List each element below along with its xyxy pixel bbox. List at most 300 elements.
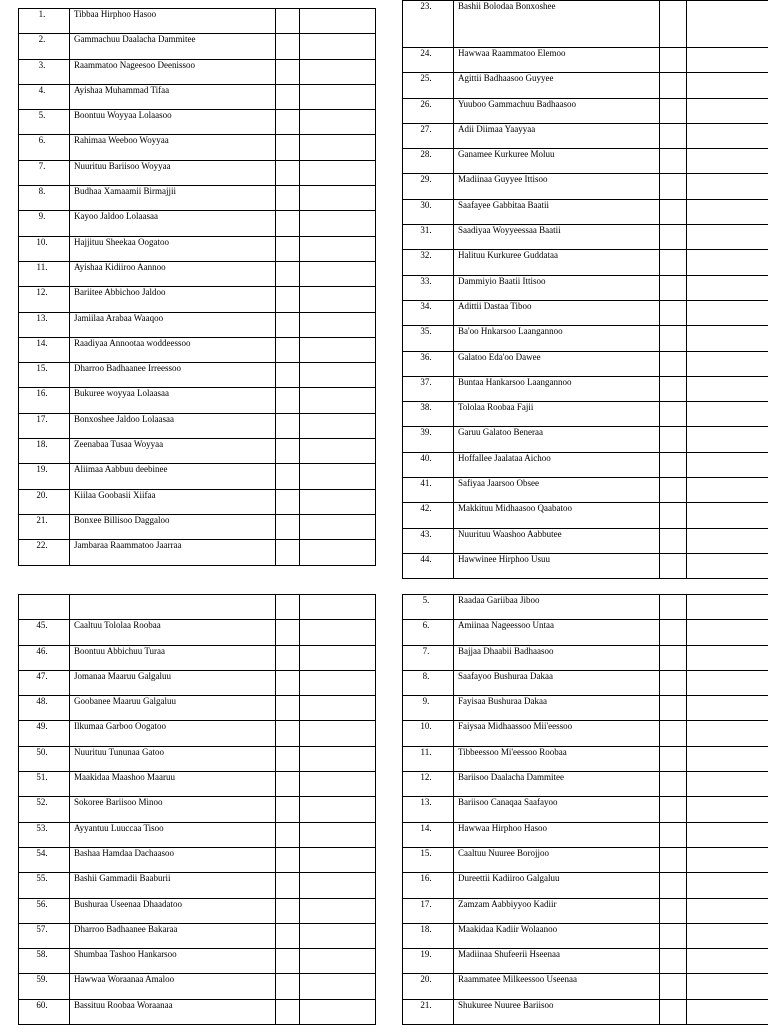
blank-cell xyxy=(687,1,768,48)
blank-cell xyxy=(300,337,376,362)
blank-cell xyxy=(660,427,687,452)
blank-cell xyxy=(300,949,376,974)
row-number: 48. xyxy=(19,696,70,721)
person-name: Gammachuu Daalacha Dammitee xyxy=(70,34,276,59)
table-row xyxy=(403,746,768,771)
table-row xyxy=(403,326,768,351)
person-name: Bassituu Roobaa Woraanaa xyxy=(70,999,276,1024)
row-number: 8. xyxy=(19,186,70,211)
blank-cell xyxy=(687,670,768,695)
table-row xyxy=(403,73,768,98)
blank-cell xyxy=(276,337,300,362)
person-name: Dharroo Badhaanee Bakaraa xyxy=(70,923,276,948)
row-number: 54. xyxy=(19,847,70,872)
blank-cell xyxy=(687,503,768,528)
roster-table-1 xyxy=(18,8,376,566)
blank-cell xyxy=(276,696,300,721)
row-number: 41. xyxy=(403,478,454,503)
person-name: Kiilaa Goobasii Xiifaa xyxy=(70,489,276,514)
table-row xyxy=(403,528,768,553)
blank-cell xyxy=(276,974,300,999)
row-number: 20. xyxy=(19,489,70,514)
blank-cell xyxy=(660,225,687,250)
blank-cell xyxy=(276,772,300,797)
person-name: Goobanee Maaruu Galgaluu xyxy=(70,696,276,721)
row-number: 10. xyxy=(19,236,70,261)
person-name: Sokoree Bariisoo Minoo xyxy=(70,797,276,822)
table-row xyxy=(403,225,768,250)
blank-cell xyxy=(687,620,768,645)
blank-cell xyxy=(276,287,300,312)
table-row xyxy=(19,949,376,974)
row-number: 2. xyxy=(19,34,70,59)
person-name: Bariisoo Daalacha Dammitee xyxy=(454,772,660,797)
row-number: 19. xyxy=(403,949,454,974)
table-row xyxy=(19,413,376,438)
blank-cell xyxy=(300,923,376,948)
table-row xyxy=(403,174,768,199)
row-number: 28. xyxy=(403,149,454,174)
blank-cell xyxy=(660,645,687,670)
person-name: Shukuree Nuuree Bariisoo xyxy=(454,999,660,1024)
blank-cell xyxy=(276,211,300,236)
person-name: Raadiyaa Annootaa woddeessoo xyxy=(70,337,276,362)
person-name: Hajjituu Sheekaa Oogatoo xyxy=(70,236,276,261)
table-row xyxy=(403,402,768,427)
blank-cell xyxy=(276,388,300,413)
blank-cell xyxy=(660,351,687,376)
person-name: Caaltuu Nuuree Borojjoo xyxy=(454,847,660,872)
row-number: 3. xyxy=(19,59,70,84)
row-number: 9. xyxy=(19,211,70,236)
table-row xyxy=(403,376,768,401)
blank-cell xyxy=(660,822,687,847)
blank-cell xyxy=(687,427,768,452)
blank-cell xyxy=(687,199,768,224)
row-number: 18. xyxy=(403,923,454,948)
blank-cell xyxy=(276,9,300,34)
row-number: 36. xyxy=(403,351,454,376)
table-row xyxy=(19,822,376,847)
blank-cell xyxy=(687,873,768,898)
blank-cell xyxy=(660,275,687,300)
row-number: 18. xyxy=(19,439,70,464)
blank-cell xyxy=(276,645,300,670)
blank-cell xyxy=(660,595,687,620)
table-row xyxy=(403,48,768,73)
blank-cell xyxy=(276,822,300,847)
blank-cell xyxy=(276,413,300,438)
blank-cell xyxy=(276,847,300,872)
blank-cell xyxy=(276,514,300,539)
row-number: 55. xyxy=(19,873,70,898)
blank-cell xyxy=(687,174,768,199)
row-number: 35. xyxy=(403,326,454,351)
blank-cell xyxy=(660,847,687,872)
blank-cell xyxy=(276,110,300,135)
row-number: 23. xyxy=(403,1,454,48)
row-number: 47. xyxy=(19,670,70,695)
row-number: 39. xyxy=(403,427,454,452)
person-name: Bariitee Abbichoo Jaldoo xyxy=(70,287,276,312)
blank-cell xyxy=(300,261,376,286)
row-number: 1. xyxy=(19,9,70,34)
row-number: 45. xyxy=(19,620,70,645)
row-number: 8. xyxy=(403,670,454,695)
table-row xyxy=(403,797,768,822)
person-name: Galatoo Eda'oo Dawee xyxy=(454,351,660,376)
table-row xyxy=(403,721,768,746)
person-name: Caaltuu Tololaa Roobaa xyxy=(70,620,276,645)
blank-cell xyxy=(660,620,687,645)
blank-cell xyxy=(687,721,768,746)
blank-cell xyxy=(276,363,300,388)
table-row xyxy=(403,300,768,325)
blank-cell xyxy=(687,999,768,1024)
blank-cell xyxy=(687,772,768,797)
table-row xyxy=(19,645,376,670)
table-row xyxy=(19,595,376,620)
person-name: Buntaa Hankarsoo Laangannoo xyxy=(454,376,660,401)
row-number: 5. xyxy=(19,110,70,135)
row-number: 17. xyxy=(19,413,70,438)
blank-cell xyxy=(276,797,300,822)
blank-cell xyxy=(300,84,376,109)
blank-cell xyxy=(660,1,687,48)
blank-cell xyxy=(660,696,687,721)
person-name: Saadiyaa Woyyeessaa Baatii xyxy=(454,225,660,250)
blank-cell xyxy=(300,797,376,822)
person-name: Hoffallee Jaalataa Aichoo xyxy=(454,452,660,477)
blank-cell xyxy=(687,797,768,822)
blank-cell xyxy=(276,34,300,59)
blank-cell xyxy=(300,721,376,746)
table-row xyxy=(19,923,376,948)
person-name: Rahimaa Weeboo Woyyaa xyxy=(70,135,276,160)
person-name: Saafayoo Bushuraa Dakaa xyxy=(454,670,660,695)
person-name: Nuurituu Tununaa Gatoo xyxy=(70,746,276,771)
person-name: Ayishaa Muhammad Tifaa xyxy=(70,84,276,109)
row-number: 49. xyxy=(19,721,70,746)
blank-cell xyxy=(687,949,768,974)
person-name: Jamiilaa Arabaa Waaqoo xyxy=(70,312,276,337)
person-name: Hawwaa Raammatoo Elemoo xyxy=(454,48,660,73)
row-number: 59. xyxy=(19,974,70,999)
row-number: 46. xyxy=(19,645,70,670)
blank-cell xyxy=(687,847,768,872)
person-name: Ayyantuu Luuccaa Tisoo xyxy=(70,822,276,847)
person-name: Budhaa Xamaamii Birmajjii xyxy=(70,186,276,211)
row-number: 34. xyxy=(403,300,454,325)
blank-cell xyxy=(300,9,376,34)
row-number: 16. xyxy=(403,873,454,898)
table-row xyxy=(403,873,768,898)
roster-table-3 xyxy=(18,594,376,1025)
row-number: 51. xyxy=(19,772,70,797)
blank-cell xyxy=(276,84,300,109)
blank-cell xyxy=(687,452,768,477)
blank-cell xyxy=(660,123,687,148)
row-number: 29. xyxy=(403,174,454,199)
person-name: Adii Diimaa Yaayyaa xyxy=(454,123,660,148)
table-row xyxy=(403,503,768,528)
person-name: Bukuree woyyaa Lolaasaa xyxy=(70,388,276,413)
person-name: Madiinaa Shufeerii Hseenaa xyxy=(454,949,660,974)
row-number: 22. xyxy=(19,540,70,565)
row-number: 12. xyxy=(19,287,70,312)
row-number: 33. xyxy=(403,275,454,300)
table-row xyxy=(403,1,768,48)
table-row xyxy=(403,275,768,300)
blank-cell xyxy=(687,595,768,620)
person-name: Makkituu Midhaasoo Qaabatoo xyxy=(454,503,660,528)
row-number: 43. xyxy=(403,528,454,553)
blank-cell xyxy=(300,464,376,489)
person-name: Ba'oo Hnkarsoo Laangannoo xyxy=(454,326,660,351)
row-number: 17. xyxy=(403,898,454,923)
person-name: Hawwaa Woraanaa Amaloo xyxy=(70,974,276,999)
blank-cell xyxy=(300,439,376,464)
table-row xyxy=(19,363,376,388)
person-name: Raammatoo Nageesoo Deenissoo xyxy=(70,59,276,84)
person-name: Yuuboo Gammachuu Badhaasoo xyxy=(454,98,660,123)
roster-table-2 xyxy=(402,0,768,579)
blank-cell xyxy=(300,696,376,721)
blank-cell xyxy=(276,923,300,948)
blank-cell xyxy=(660,772,687,797)
blank-cell xyxy=(300,363,376,388)
row-number: 12. xyxy=(403,772,454,797)
row-number: 20. xyxy=(403,974,454,999)
blank-cell xyxy=(687,98,768,123)
blank-cell xyxy=(300,34,376,59)
blank-cell xyxy=(276,236,300,261)
blank-cell xyxy=(300,999,376,1024)
blank-cell xyxy=(276,464,300,489)
person-name: Garuu Galatoo Beneraa xyxy=(454,427,660,452)
blank-cell xyxy=(687,376,768,401)
blank-cell xyxy=(687,300,768,325)
row-number: 13. xyxy=(19,312,70,337)
table-row xyxy=(19,772,376,797)
person-name: Boontuu Abbichuu Turaa xyxy=(70,645,276,670)
person-name: Aliimaa Aabbuu deebinee xyxy=(70,464,276,489)
blank-cell xyxy=(660,873,687,898)
blank-cell xyxy=(660,48,687,73)
blank-cell xyxy=(300,873,376,898)
table-row xyxy=(403,999,768,1024)
table-row xyxy=(19,540,376,565)
blank-cell xyxy=(660,528,687,553)
table-row xyxy=(19,236,376,261)
row-number: 25. xyxy=(403,73,454,98)
person-name: Bonxee Billisoo Daggaloo xyxy=(70,514,276,539)
row-number: 5. xyxy=(403,595,454,620)
person-name: Amiinaa Nageessoo Untaa xyxy=(454,620,660,645)
person-name: Maakidaa Kadiir Wolaanoo xyxy=(454,923,660,948)
blank-cell xyxy=(276,620,300,645)
blank-cell xyxy=(300,413,376,438)
blank-cell xyxy=(687,275,768,300)
blank-cell xyxy=(300,312,376,337)
blank-cell xyxy=(276,999,300,1024)
blank-cell xyxy=(687,478,768,503)
person-name: Bushuraa Useenaa Dhaadatoo xyxy=(70,898,276,923)
table-row xyxy=(403,250,768,275)
person-name: Faiysaa Midhaassoo Mii'eessoo xyxy=(454,721,660,746)
person-name: Tololaa Roobaa Fajii xyxy=(454,402,660,427)
row-number: 9. xyxy=(403,696,454,721)
blank-cell xyxy=(276,59,300,84)
blank-cell xyxy=(276,949,300,974)
row-number: 42. xyxy=(403,503,454,528)
row-number: 37. xyxy=(403,376,454,401)
person-name: Kayoo Jaldoo Lolaasaa xyxy=(70,211,276,236)
blank-cell xyxy=(276,160,300,185)
blank-cell xyxy=(276,489,300,514)
blank-cell xyxy=(687,351,768,376)
blank-cell xyxy=(300,746,376,771)
person-name: Madiinaa Guyyee Ittisoo xyxy=(454,174,660,199)
person-name: Maakidaa Maashoo Maaruu xyxy=(70,772,276,797)
blank-cell xyxy=(660,98,687,123)
blank-cell xyxy=(300,135,376,160)
blank-cell xyxy=(660,199,687,224)
table-row xyxy=(403,478,768,503)
blank-cell xyxy=(687,553,768,578)
blank-cell xyxy=(687,822,768,847)
table-row xyxy=(403,149,768,174)
table-row xyxy=(19,34,376,59)
table-row xyxy=(19,670,376,695)
table-row xyxy=(19,84,376,109)
row-number: 31. xyxy=(403,225,454,250)
blank-cell xyxy=(660,149,687,174)
blank-cell xyxy=(687,974,768,999)
person-name: Adittii Dastaa Tiboo xyxy=(454,300,660,325)
blank-cell xyxy=(276,898,300,923)
table-row xyxy=(19,186,376,211)
person-name: Dammiyio Baatii Ittisoo xyxy=(454,275,660,300)
blank-cell xyxy=(660,999,687,1024)
table-row xyxy=(403,595,768,620)
blank-cell xyxy=(660,478,687,503)
blank-cell xyxy=(276,746,300,771)
row-number: 40. xyxy=(403,452,454,477)
blank-cell xyxy=(687,898,768,923)
row-number: 57. xyxy=(19,923,70,948)
blank-cell xyxy=(276,312,300,337)
person-name: Saafayee Gabbitaa Baatii xyxy=(454,199,660,224)
table-row xyxy=(403,898,768,923)
blank-cell xyxy=(687,48,768,73)
row-number: 21. xyxy=(19,514,70,539)
table-row xyxy=(19,721,376,746)
table-row xyxy=(403,645,768,670)
blank-cell xyxy=(660,402,687,427)
person-name: Zeenabaa Tusaa Woyyaa xyxy=(70,439,276,464)
row-number: 4. xyxy=(19,84,70,109)
person-name: Safiyaa Jaarsoo Obsee xyxy=(454,478,660,503)
blank-cell xyxy=(660,250,687,275)
blank-cell xyxy=(687,123,768,148)
row-number: 15. xyxy=(403,847,454,872)
table-row xyxy=(19,464,376,489)
blank-cell xyxy=(687,696,768,721)
blank-cell xyxy=(300,595,376,620)
person-name: Bashaa Hamdaa Dachaasoo xyxy=(70,847,276,872)
person-name: Bariisoo Canaqaa Saafayoo xyxy=(454,797,660,822)
blank-cell xyxy=(300,236,376,261)
person-name: Nuurituu Waashoo Aabbutee xyxy=(454,528,660,553)
blank-cell xyxy=(687,645,768,670)
table-row xyxy=(19,873,376,898)
table-row xyxy=(403,696,768,721)
row-number: 38. xyxy=(403,402,454,427)
blank-cell xyxy=(687,923,768,948)
row-number: 15. xyxy=(19,363,70,388)
row-number: 11. xyxy=(403,746,454,771)
blank-cell xyxy=(660,746,687,771)
blank-cell xyxy=(300,898,376,923)
blank-cell xyxy=(660,898,687,923)
person-name: Ganamee Kurkuree Moluu xyxy=(454,149,660,174)
person-name: Halituu Kurkuree Guddataa xyxy=(454,250,660,275)
blank-cell xyxy=(660,923,687,948)
table-row xyxy=(403,822,768,847)
blank-cell xyxy=(276,135,300,160)
blank-cell xyxy=(660,174,687,199)
table-row xyxy=(403,772,768,797)
table-row xyxy=(403,98,768,123)
person-name: Bajjaa Dhaabii Badhaasoo xyxy=(454,645,660,670)
table-row xyxy=(19,620,376,645)
table-row xyxy=(19,489,376,514)
blank-cell xyxy=(300,772,376,797)
person-name: Tibbeessoo Mi'eessoo Roobaa xyxy=(454,746,660,771)
blank-cell xyxy=(300,287,376,312)
blank-cell xyxy=(276,261,300,286)
row-number: 50. xyxy=(19,746,70,771)
row-number: 14. xyxy=(19,337,70,362)
row-number: 27. xyxy=(403,123,454,148)
blank-cell xyxy=(687,225,768,250)
blank-cell xyxy=(300,110,376,135)
row-number: 6. xyxy=(19,135,70,160)
table-row xyxy=(19,261,376,286)
blank-cell xyxy=(300,670,376,695)
blank-cell xyxy=(660,949,687,974)
blank-cell xyxy=(276,721,300,746)
table-row xyxy=(403,847,768,872)
blank-cell xyxy=(660,721,687,746)
row-number: 7. xyxy=(19,160,70,185)
table-row xyxy=(403,452,768,477)
table-row xyxy=(19,696,376,721)
table-row xyxy=(403,553,768,578)
blank-cell xyxy=(300,186,376,211)
table-row xyxy=(19,59,376,84)
blank-cell xyxy=(300,514,376,539)
blank-cell xyxy=(687,149,768,174)
blank-cell xyxy=(300,388,376,413)
person-name: Hawwaa Hirphoo Hasoo xyxy=(454,822,660,847)
blank-cell xyxy=(300,645,376,670)
table-row xyxy=(19,388,376,413)
table-row xyxy=(19,847,376,872)
blank-cell xyxy=(300,59,376,84)
person-name: Jambaraa Raammatoo Jaarraa xyxy=(70,540,276,565)
